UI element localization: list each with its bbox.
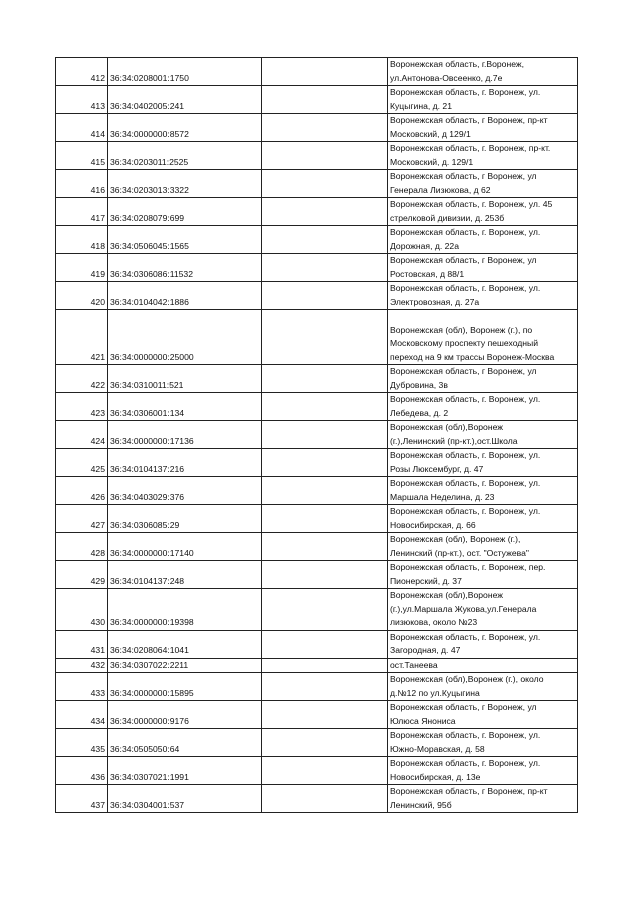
address-cell [388, 421, 578, 449]
cadastral-number: 36:34:0402005:241 [108, 86, 262, 114]
address-line: Ленинский, 95б [390, 799, 452, 810]
address-line: Загородная, д. 47 [390, 645, 461, 655]
row-number: 415 [56, 142, 108, 170]
empty-cell [262, 658, 388, 673]
address-cell [388, 365, 578, 393]
empty-cell [262, 365, 388, 393]
address-line: Пионерский, д. 37 [390, 575, 462, 586]
table-row [56, 701, 578, 729]
table-row [56, 449, 578, 477]
table-row [56, 757, 578, 785]
cadastral-number: 36:34:0306086:11532 [108, 254, 262, 282]
address-cell [388, 673, 578, 701]
address-line: Ростовская, д 88/1 [390, 268, 465, 279]
address-line: Ленинский (пр-кт.), ост. "Остужева" [390, 547, 529, 558]
cadastral-number: 36:34:0000000:8572 [108, 114, 262, 142]
address-cell [388, 757, 578, 785]
address-line: лизюкова, около №23 [390, 617, 478, 627]
address-line: Воронежская область, г Воронеж, пр-кт [390, 115, 548, 125]
cadastral-number: 36:34:0304001:537 [108, 785, 262, 813]
empty-cell [262, 86, 388, 114]
cadastral-number: 36:34:0307021:1991 [108, 757, 262, 785]
row-number: 423 [56, 393, 108, 421]
table-row [56, 729, 578, 757]
address-line: Новосибирская, д. 66 [390, 519, 476, 530]
empty-cell [262, 477, 388, 505]
cadastral-number: 36:34:0000000:19398 [108, 589, 262, 631]
cadastral-number: 36:34:0403029:376 [108, 477, 262, 505]
address-line: Воронежская область, г. Воронеж, ул. 45 [390, 199, 553, 209]
cadastral-number: 36:34:0306085:29 [108, 505, 262, 533]
address-line: Воронежская область, г. Воронеж, пер. [390, 562, 546, 572]
table-row [56, 198, 578, 226]
address-line: Воронежская область, г Воронеж, ул [390, 171, 537, 181]
address-line: Воронежская область, г Воронеж, ул [390, 255, 537, 265]
address-line: Воронежская область, г Воронеж, ул [390, 702, 537, 712]
row-number: 427 [56, 505, 108, 533]
table-row [56, 226, 578, 254]
table-row [56, 282, 578, 310]
row-number: 413 [56, 86, 108, 114]
address-cell [388, 449, 578, 477]
address-cell [388, 310, 578, 365]
address-cell [388, 589, 578, 631]
row-number: 428 [56, 533, 108, 561]
address-line: Южно-Моравская, д. 58 [390, 743, 485, 754]
cadastral-number: 36:34:0000000:9176 [108, 701, 262, 729]
cadastral-number: 36:34:0208064:1041 [108, 630, 262, 658]
address-cell [388, 505, 578, 533]
row-number: 432 [56, 658, 108, 673]
cadastral-number: 36:34:0208001:1750 [108, 58, 262, 86]
address-line: Воронежская область, г. Воронеж, ул. [390, 478, 541, 488]
row-number: 436 [56, 757, 108, 785]
row-number: 433 [56, 673, 108, 701]
table-row [56, 630, 578, 658]
cadastral-number: 36:34:0208079:699 [108, 198, 262, 226]
empty-cell [262, 701, 388, 729]
address-cell [388, 561, 578, 589]
address-line: Воронежская область, г. Воронеж, ул. [390, 87, 541, 97]
cadastral-number: 36:34:0000000:17136 [108, 421, 262, 449]
address-line: (г.),Ленинский (пр-кт.),ост.Школа [390, 435, 518, 446]
address-line: Воронежская область, г. Воронеж, ул. [390, 506, 541, 516]
empty-cell [262, 421, 388, 449]
table-row [56, 254, 578, 282]
address-cell [388, 630, 578, 658]
address-cell [388, 533, 578, 561]
empty-cell [262, 449, 388, 477]
address-cell [388, 114, 578, 142]
empty-cell [262, 673, 388, 701]
empty-cell [262, 282, 388, 310]
address-line: Воронежская область, г Воронеж, ул [390, 366, 537, 376]
table-row [56, 505, 578, 533]
table-row [56, 589, 578, 631]
address-cell [388, 729, 578, 757]
address-line: Воронежская (обл),Воронеж [390, 590, 504, 600]
table-row [56, 785, 578, 813]
row-number: 426 [56, 477, 108, 505]
empty-cell [262, 114, 388, 142]
row-number: 429 [56, 561, 108, 589]
empty-cell [262, 630, 388, 658]
address-cell [388, 701, 578, 729]
address-cell [388, 142, 578, 170]
address-line: Маршала Неделина, д. 23 [390, 491, 495, 502]
address-line: Воронежская область, г.Воронеж, [390, 59, 525, 69]
cadastral-number: 36:34:0000000:15895 [108, 673, 262, 701]
address-line: переход на 9 км трассы Воронеж-Москва [390, 351, 555, 362]
table-row [56, 393, 578, 421]
empty-cell [262, 533, 388, 561]
table-row [56, 86, 578, 114]
address-cell [388, 658, 578, 673]
address-line: Воронежская область, г. Воронеж, ул. [390, 730, 541, 740]
address-cell [388, 58, 578, 86]
row-number: 434 [56, 701, 108, 729]
row-number: 425 [56, 449, 108, 477]
row-number: 412 [56, 58, 108, 86]
row-number: 431 [56, 630, 108, 658]
address-cell [388, 170, 578, 198]
cadastral-number: 36:34:0306001:134 [108, 393, 262, 421]
row-number: 419 [56, 254, 108, 282]
empty-cell [262, 729, 388, 757]
table-row [56, 561, 578, 589]
table-row [56, 142, 578, 170]
address-cell [388, 198, 578, 226]
empty-cell [262, 393, 388, 421]
address-cell [388, 282, 578, 310]
address-line: Дубровина, 3в [390, 379, 448, 390]
empty-cell [262, 785, 388, 813]
table-row [56, 310, 578, 365]
cadastral-number: 36:34:0310011:521 [108, 365, 262, 393]
address-cell [388, 393, 578, 421]
cadastral-number: 36:34:0000000:25000 [108, 310, 262, 365]
address-line: Розы Люксембург, д. 47 [390, 463, 484, 474]
address-cell [388, 477, 578, 505]
address-cell [388, 226, 578, 254]
row-number: 414 [56, 114, 108, 142]
empty-cell [262, 757, 388, 785]
empty-cell [262, 505, 388, 533]
empty-cell [262, 254, 388, 282]
address-line: Воронежская область, г Воронеж, пр-кт [390, 786, 548, 796]
address-line: Московскому проспекту пешеходный [390, 338, 539, 348]
table-row [56, 533, 578, 561]
address-line: Воронежская область, г. Воронеж, ул. [390, 394, 541, 404]
address-line: Куцыгина, д. 21 [390, 100, 452, 111]
cadastral-number: 36:34:0505050:64 [108, 729, 262, 757]
row-number: 418 [56, 226, 108, 254]
address-line: д.№12 по ул.Куцыгина [390, 687, 480, 698]
address-line: Воронежская (обл), Воронеж (г.), [390, 534, 521, 544]
empty-cell [262, 226, 388, 254]
address-line: Московский, д. 129/1 [390, 156, 474, 167]
cadastral-number: 36:34:0104042:1886 [108, 282, 262, 310]
cadastral-number: 36:34:0203011:2525 [108, 142, 262, 170]
address-line [390, 310, 575, 324]
address-line: Воронежская (обл),Воронеж [390, 422, 504, 432]
row-number: 422 [56, 365, 108, 393]
table-row [56, 114, 578, 142]
address-line: Воронежская область, г. Воронеж, ул. [390, 450, 541, 460]
row-number: 437 [56, 785, 108, 813]
row-number: 430 [56, 589, 108, 631]
row-number: 421 [56, 310, 108, 365]
table-row [56, 673, 578, 701]
table-row [56, 365, 578, 393]
address-line: Воронежская область, г. Воронеж, ул. [390, 758, 541, 768]
address-line: ост.Танеева [390, 659, 438, 670]
cadastral-number: 36:34:0203013:3322 [108, 170, 262, 198]
cadastral-number: 36:34:0307022:2211 [108, 658, 262, 673]
table-row [56, 658, 578, 673]
table-row [56, 421, 578, 449]
address-line: Дорожная, д. 22а [390, 240, 459, 251]
address-line: Воронежская (обл), Воронеж (г.), по [390, 324, 533, 335]
empty-cell [262, 198, 388, 226]
address-line: Воронежская область, г. Воронеж, пр-кт. [390, 143, 551, 153]
empty-cell [262, 310, 388, 365]
table-row [56, 477, 578, 505]
empty-cell [262, 589, 388, 631]
table-body [56, 58, 578, 813]
address-cell [388, 86, 578, 114]
cadastral-number: 36:34:0104137:216 [108, 449, 262, 477]
row-number: 435 [56, 729, 108, 757]
address-line: Воронежская область, г. Воронеж, ул. [390, 631, 541, 642]
address-cell [388, 785, 578, 813]
cadastral-number: 36:34:0000000:17140 [108, 533, 262, 561]
cadastral-number: 36:34:0506045:1565 [108, 226, 262, 254]
address-line: Новосибирская, д. 13е [390, 771, 481, 782]
address-line: (г.),ул.Маршала Жукова,ул.Генерала [390, 603, 537, 614]
empty-cell [262, 58, 388, 86]
table-row [56, 170, 578, 198]
address-line: Электровозная, д. 27а [390, 296, 480, 307]
empty-cell [262, 142, 388, 170]
cadastral-number: 36:34:0104137:248 [108, 561, 262, 589]
cadastral-table [55, 57, 578, 813]
address-line: Генерала Лизюкова, д 62 [390, 184, 491, 195]
address-line: Воронежская (обл),Воронеж (г.), около [390, 674, 544, 684]
address-line: ул.Антонова-Овсеенко, д.7е [390, 72, 503, 83]
row-number: 420 [56, 282, 108, 310]
table-row [56, 58, 578, 86]
address-line: Лебедева, д. 2 [390, 407, 449, 418]
address-line: Воронежская область, г. Воронеж, ул. [390, 283, 541, 293]
address-cell [388, 254, 578, 282]
address-line: Воронежская область, г. Воронеж, ул. [390, 227, 541, 237]
row-number: 424 [56, 421, 108, 449]
address-line: Юлюса Янониса [390, 715, 456, 726]
row-number: 416 [56, 170, 108, 198]
address-line: стрелковой дивизии, д. 253б [390, 212, 505, 223]
row-number: 417 [56, 198, 108, 226]
empty-cell [262, 170, 388, 198]
address-line: Московский, д 129/1 [390, 128, 471, 139]
empty-cell [262, 561, 388, 589]
